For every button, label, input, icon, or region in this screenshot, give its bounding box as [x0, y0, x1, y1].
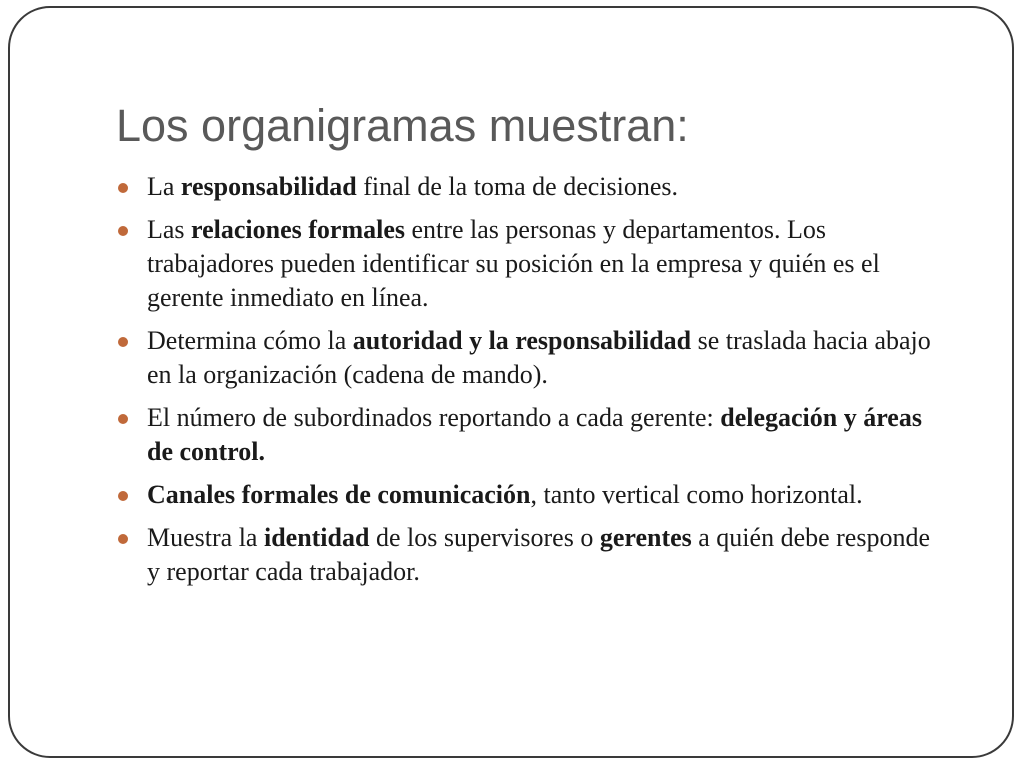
bullet-dot-icon — [118, 491, 128, 501]
bullet-text: se traslada hacia abajo en la organización (cadena de mando). — [147, 326, 931, 389]
slide — [8, 6, 1014, 758]
bullet-text: final de la toma de decisiones. — [356, 172, 679, 201]
bullet-item — [116, 521, 946, 589]
bullet-text: entre las personas y departamentos. Los trabajadores pueden identificar su posición en la empresa y quién es el gerente inmediato en línea. — [147, 215, 880, 312]
bullet-text-bold: responsabilidad — [180, 172, 357, 201]
bullet-item — [116, 401, 946, 469]
bullet-text: Determina cómo la — [147, 326, 353, 355]
bullet-list — [116, 170, 946, 598]
bullet-dot-icon — [118, 226, 128, 236]
bullet-text: El número de subordinados reportando a cada gerente: — [147, 403, 721, 432]
bullet-item — [116, 213, 946, 315]
bullet-text: Las — [147, 215, 192, 244]
bullet-text-bold: delegación y áreas de control. — [147, 403, 922, 466]
bullet-dot-icon — [118, 183, 128, 193]
bullet-dot-icon — [118, 414, 128, 424]
bullet-dot-icon — [118, 534, 128, 544]
bullet-text-bold: gerentes — [599, 523, 692, 552]
bullet-item — [116, 170, 946, 204]
bullet-text-bold: identidad — [263, 523, 370, 552]
bullet-item — [116, 478, 946, 512]
slide-title: Los organigramas muestran: — [116, 100, 689, 151]
bullet-text: , tanto vertical como horizontal. — [530, 480, 863, 509]
bullet-dot-icon — [118, 337, 128, 347]
bullet-text: Muestra la — [147, 523, 264, 552]
bullet-text: de los supervisores o — [369, 523, 600, 552]
bullet-text-bold: Canales formales de comunicación — [147, 480, 531, 509]
bullet-text: a quién debe responde y reportar cada trabajador. — [147, 523, 931, 586]
bullet-text: La — [147, 172, 181, 201]
bullet-item — [116, 324, 946, 392]
bullet-text-bold: autoridad y la responsabilidad — [352, 326, 692, 355]
bullet-text-bold: relaciones formales — [191, 215, 406, 244]
